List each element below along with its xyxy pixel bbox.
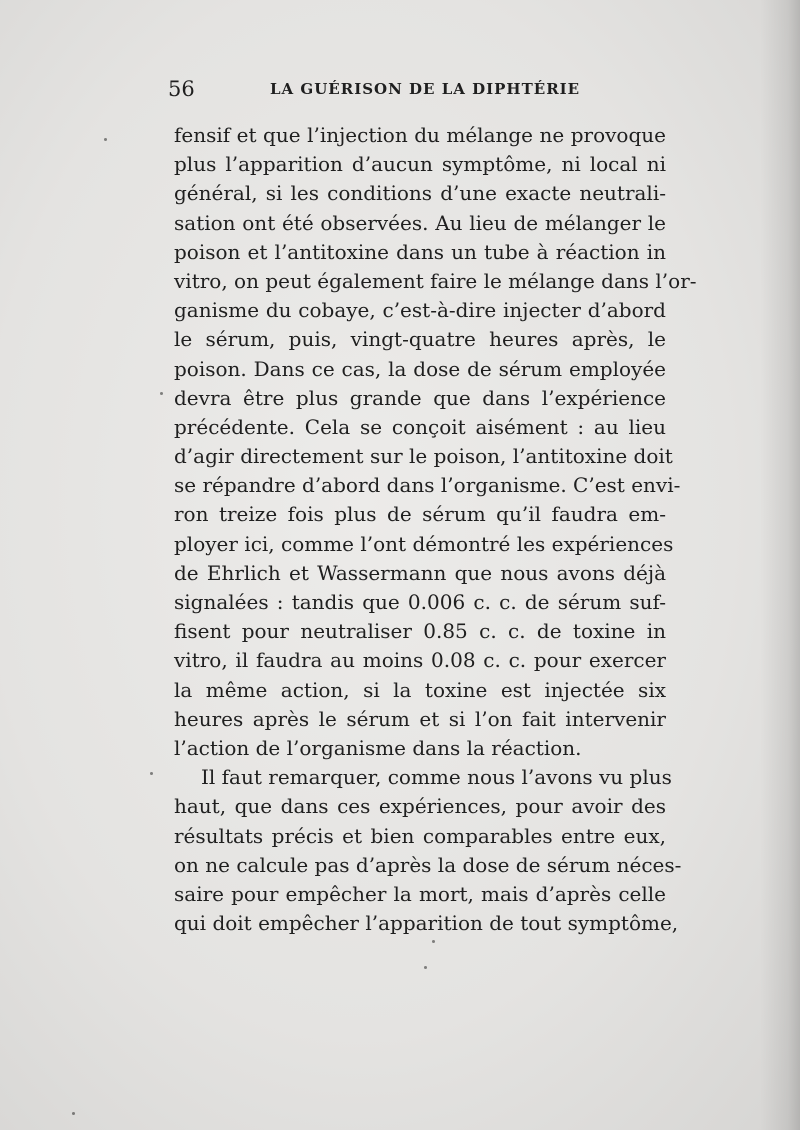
text-line: général, si les conditions d’une exacte neutrali- — [174, 181, 666, 206]
text-line: fensif et que l’injection du mélange ne provoque — [174, 123, 666, 147]
text-line: ron treize fois plus de sérum qu’il faudra em- — [174, 502, 666, 527]
text-line: la même action, si la toxine est injectée six — [174, 677, 666, 702]
text-line: saire pour empêcher la mort, mais d’après celle — [174, 881, 666, 906]
text-line: ganisme du cobaye, c’est-à-dire injecter d’abord — [174, 298, 666, 323]
body-text — [174, 121, 697, 938]
paper-speck — [432, 940, 435, 943]
text-line: ployer ici, comme l’ont démontré les expériences — [174, 531, 674, 556]
paper-speck — [424, 966, 427, 969]
text-line: poison et l’antitoxine dans un tube à réaction in — [174, 239, 666, 264]
text-line: poison. Dans ce cas, la dose de sérum employée — [174, 356, 666, 381]
text-line: devra être plus grande que dans l’expérience — [174, 385, 666, 410]
text-line: fisent pour neutraliser 0.85 c. c. de toxine in — [174, 619, 666, 644]
text-line: haut, que dans ces expériences, pour avoir des — [174, 794, 666, 819]
text-line: Il faut remarquer, comme nous l’avons vu plus — [201, 765, 672, 790]
page-edge-shadow — [760, 0, 800, 1130]
text-line: se répandre d’abord dans l’organisme. C’est envi- — [174, 473, 681, 498]
text-line: heures après le sérum et si l’on fait intervenir — [174, 706, 666, 731]
text-line: on ne calcule pas d’après la dose de sérum néces- — [174, 852, 682, 877]
text-line: vitro, il faudra au moins 0.08 c. c. pour exercer — [174, 648, 666, 673]
text-line: vitro, on peut également faire le mélange dans l’or- — [174, 268, 697, 293]
paper-speck — [160, 392, 163, 395]
text-line: plus l’apparition d’aucun symptôme, ni local ni — [174, 152, 666, 177]
paragraph — [174, 121, 697, 763]
paragraph — [174, 763, 682, 938]
text-line: résultats précis et bien comparables entre eux, — [174, 823, 666, 848]
text-line: précédente. Cela se conçoit aisément : au lieu — [174, 414, 666, 439]
text-line: signalées : tandis que 0.006 c. c. de sérum suf- — [174, 590, 666, 614]
running-title: LA GUÉRISON DE LA DIPHTÉRIE — [270, 80, 581, 98]
text-line: qui doit empêcher l’apparition de tout symptôme, — [174, 911, 679, 936]
page-number: 56 — [168, 77, 195, 101]
paper-speck — [104, 138, 107, 141]
paper-speck — [72, 1112, 75, 1115]
text-line: de Ehrlich et Wassermann que nous avons déjà — [174, 560, 666, 585]
text-line: l’action de l’organisme dans la réaction. — [174, 735, 582, 760]
text-line: d’agir directement sur le poison, l’antitoxine doit — [174, 444, 673, 469]
text-line: sation ont été observées. Au lieu de mélanger le — [174, 210, 666, 235]
text-line: le sérum, puis, vingt-quatre heures après, le — [174, 327, 666, 352]
paper-speck — [150, 772, 153, 775]
page-header — [168, 74, 668, 104]
